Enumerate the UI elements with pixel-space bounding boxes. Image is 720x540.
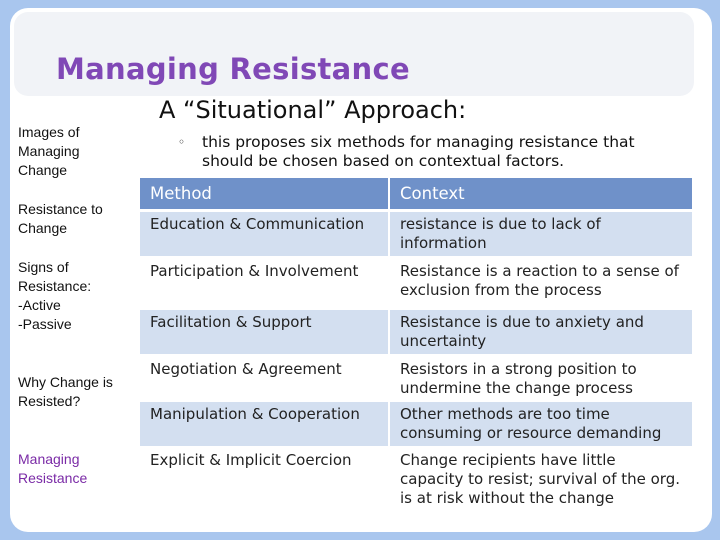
method-cell: Education & Communication [140, 212, 388, 256]
column-header-context: Context [390, 178, 692, 209]
method-cell: Explicit & Implicit Coercion [140, 448, 388, 512]
table-row [140, 212, 692, 256]
context-cell: Resistors in a strong position to undermine the change process [390, 357, 692, 399]
method-cell: Negotiation & Agreement [140, 357, 388, 399]
sidebar-item-resistance-to-change[interactable] [18, 200, 103, 238]
method-cell: Facilitation & Support [140, 310, 388, 354]
sidebar-item-managing-resistance[interactable] [18, 450, 87, 488]
sidebar-item-label: Managing Resistance [18, 451, 88, 486]
table-row [140, 357, 692, 399]
method-cell: Manipulation & Cooperation [140, 402, 388, 446]
table-row [140, 402, 692, 446]
heading-text: A “Situational” Approach: [159, 96, 467, 124]
sub-bullet [178, 133, 678, 171]
sub-bullet-text: this proposes six methods for managing resistance that should be chosen based on contextual factors. [202, 133, 635, 170]
table-header-row [140, 178, 692, 209]
context-cell: Resistance is due to anxiety and uncertainty [390, 310, 692, 354]
sidebar-item-label: Resistance to Change [18, 201, 103, 236]
sidebar-item-label: Images of Managing Change [18, 124, 80, 178]
context-cell: Resistance is a reaction to a sense of exclusion from the process [390, 259, 692, 307]
table-row [140, 448, 692, 512]
section-heading [157, 96, 466, 124]
sidebar-item-images-of-managing-change[interactable] [18, 123, 80, 180]
sidebar-item-why-change-is-resisted[interactable] [18, 373, 113, 411]
table-row [140, 259, 692, 307]
context-cell: Other methods are too time consuming or resource demanding [390, 402, 692, 446]
column-header-method: Method [140, 178, 388, 209]
circle-bullet-icon: ◦ [178, 135, 186, 149]
method-cell: Participation & Involvement [140, 259, 388, 307]
context-cell: Change recipients have little capacity to resist; survival of the org. is at risk without the change [390, 448, 692, 512]
slide-title: Managing Resistance [56, 52, 410, 86]
sidebar-item-label: Why Change is Resisted? [18, 374, 113, 409]
page-number: 6-8 [691, 518, 706, 529]
table-row [140, 310, 692, 354]
sidebar-item-signs-of-resistance[interactable] [18, 258, 91, 334]
context-cell: resistance is due to lack of information [390, 212, 692, 256]
sidebar-item-label: Signs of Resistance: -Active -Passive [18, 259, 92, 332]
